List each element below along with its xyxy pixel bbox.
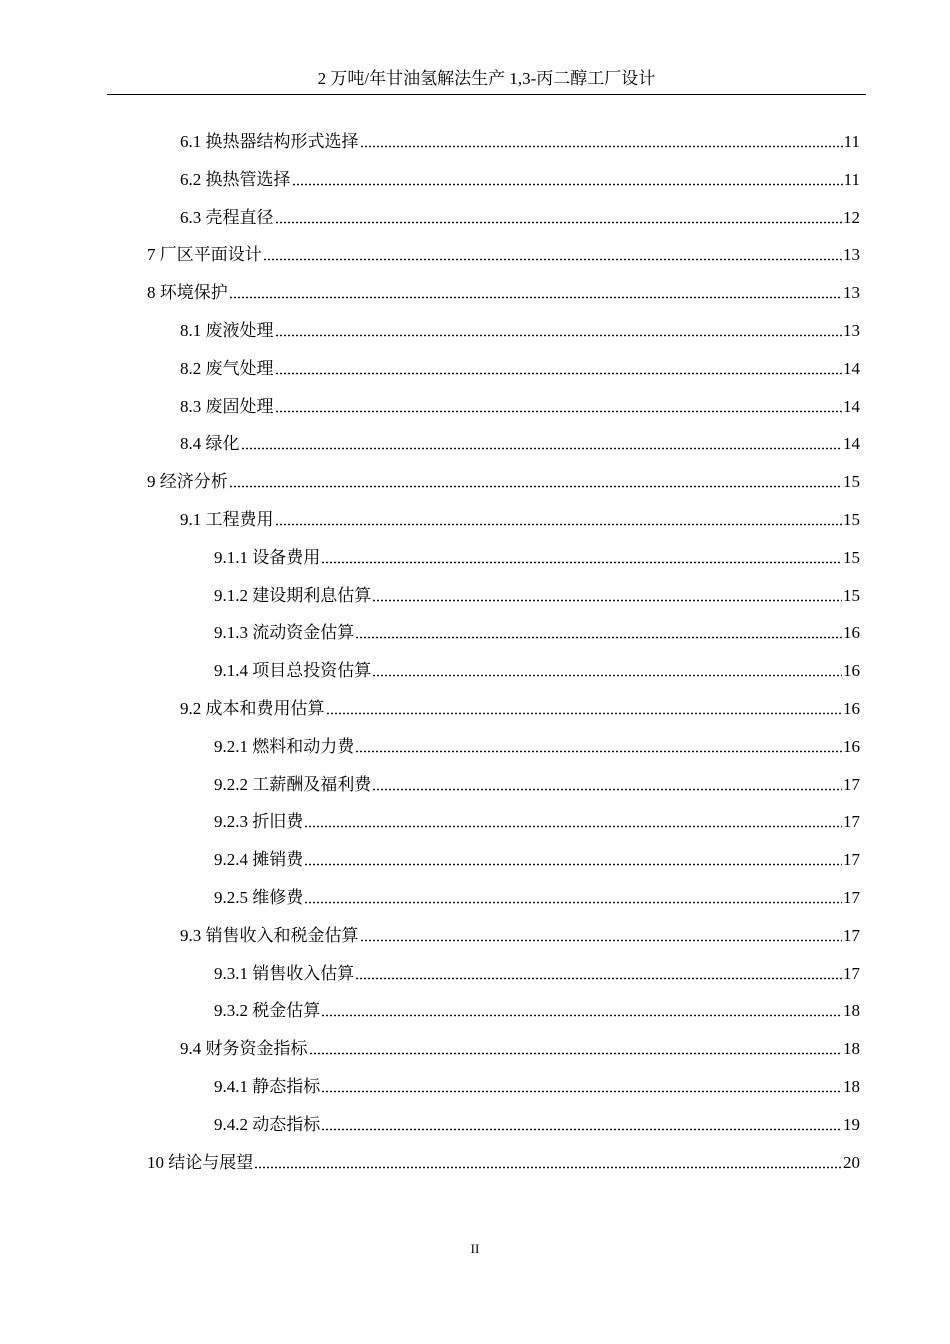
dot-leader (254, 1166, 842, 1169)
dot-leader (304, 863, 842, 866)
toc-entry-page: 17 (843, 925, 860, 945)
dot-leader (229, 296, 842, 299)
header-rule (107, 94, 866, 95)
toc-entry[interactable] (180, 130, 860, 154)
toc-entry[interactable] (180, 924, 860, 948)
toc-entry-label: 9.4.2 动态指标 (214, 1114, 321, 1134)
toc-entry[interactable] (147, 1151, 860, 1175)
toc-entry-label: 8.2 废气处理 (180, 358, 274, 378)
toc-entry-page: 15 (843, 472, 860, 492)
toc-entry-page: 13 (843, 321, 860, 340)
toc-entry-page: 17 (843, 888, 860, 907)
toc-entry-page: 18 (843, 1077, 860, 1096)
dot-leader (275, 523, 843, 526)
toc-entry-page: 20 (843, 1152, 860, 1172)
toc-entry[interactable] (180, 697, 860, 721)
dot-leader (304, 825, 842, 828)
toc-entry[interactable] (180, 395, 860, 419)
toc-entry[interactable] (214, 886, 860, 910)
toc-entry[interactable] (180, 357, 860, 381)
toc-entry[interactable] (214, 1075, 860, 1099)
dot-leader (275, 221, 843, 224)
toc-entry-page: 17 (843, 812, 860, 832)
toc-entry-label: 9.2.2 工薪酬及福利费 (214, 774, 372, 794)
page-header-title: 2 万吨/年甘油氢解法生产 1,3-丙二醇工厂设计 (317, 69, 656, 88)
toc-entry-page: 16 (843, 736, 860, 756)
toc-entry[interactable] (214, 735, 860, 759)
toc-entry-page: 15 (843, 547, 860, 567)
toc-entry-page: 11 (843, 132, 860, 151)
toc-entry-label: 9.3 销售收入和税金估算 (180, 925, 359, 945)
toc-entry-page: 14 (843, 396, 860, 416)
toc-entry[interactable] (180, 1037, 860, 1061)
toc-entry-label: 7 厂区平面设计 (147, 245, 262, 265)
toc-entry[interactable] (147, 281, 860, 305)
toc-entry[interactable] (214, 584, 860, 608)
dot-leader (275, 334, 843, 337)
dot-leader (292, 183, 843, 186)
toc-entry-label: 9.2.3 折旧费 (214, 812, 304, 832)
toc-entry-page: 11 (843, 169, 860, 189)
toc-entry-label: 8.1 废液处理 (180, 321, 274, 340)
toc-entry-page: 16 (843, 661, 860, 681)
toc-entry-label: 9.2.1 燃料和动力费 (214, 736, 355, 756)
toc-entry[interactable] (214, 659, 860, 683)
toc-entry-page: 17 (843, 774, 860, 794)
toc-entry-page: 19 (843, 1114, 860, 1134)
dot-leader (321, 1128, 842, 1131)
toc-entry[interactable] (147, 470, 860, 494)
dot-leader (321, 1014, 842, 1017)
toc-entry-label: 9.1.1 设备费用 (214, 547, 321, 567)
toc-entry[interactable] (214, 962, 860, 986)
toc-entry-label: 9.2 成本和费用估算 (180, 699, 325, 718)
toc-entry-page: 12 (843, 207, 860, 227)
dot-leader (372, 788, 842, 791)
dot-leader (372, 599, 842, 602)
dot-leader (275, 410, 843, 413)
toc-entry[interactable] (214, 546, 860, 570)
toc-entry-label: 9.2.4 摊销费 (214, 850, 304, 870)
dot-leader (304, 901, 842, 904)
toc-entry[interactable] (180, 168, 860, 192)
toc-entry-page: 18 (843, 1001, 860, 1021)
dot-leader (309, 1052, 843, 1055)
toc-entry-page: 16 (843, 623, 860, 643)
toc-entry[interactable] (180, 206, 860, 230)
toc-entry[interactable] (180, 508, 860, 532)
dot-leader (372, 674, 842, 677)
dot-leader (360, 145, 843, 148)
dot-leader (360, 939, 843, 942)
dot-leader (229, 485, 842, 488)
dot-leader (355, 977, 842, 980)
toc-entry-page: 17 (843, 850, 860, 870)
toc-entry[interactable] (214, 1113, 860, 1137)
toc-entry-label: 8 环境保护 (147, 283, 228, 303)
toc-entry-label: 8.4 绿化 (180, 434, 240, 454)
toc-entry-page: 18 (843, 1039, 860, 1059)
page-number: II (470, 1241, 480, 1256)
toc-entry-label: 8.3 废固处理 (180, 396, 274, 416)
toc-entry[interactable] (214, 999, 860, 1023)
toc-entry[interactable] (214, 848, 860, 872)
toc-entry[interactable] (147, 243, 860, 267)
dot-leader (275, 372, 843, 375)
toc-entry[interactable] (214, 621, 860, 645)
toc-entry-label: 9.1.3 流动资金估算 (214, 623, 355, 643)
toc-entry[interactable] (214, 773, 860, 797)
toc-entry-page: 15 (843, 585, 860, 605)
dot-leader (355, 750, 842, 753)
toc-entry-label: 6.2 换热管选择 (180, 169, 291, 189)
toc-entry-label: 9.4.1 静态指标 (214, 1077, 321, 1096)
toc-entry-label: 9.3.1 销售收入估算 (214, 963, 355, 983)
toc-entry-label: 9.3.2 税金估算 (214, 1001, 321, 1021)
toc-entry-page: 16 (843, 699, 860, 718)
toc-entry-page: 13 (843, 283, 860, 303)
dot-leader (321, 1090, 842, 1093)
toc-entry-page: 14 (843, 434, 860, 454)
dot-leader (321, 561, 842, 564)
toc-entry-label: 10 结论与展望 (147, 1152, 254, 1172)
toc-entry-label: 9 经济分析 (147, 472, 228, 492)
dot-leader (263, 258, 842, 261)
toc-entry-page: 15 (843, 510, 860, 529)
toc-entry-label: 9.2.5 维修费 (214, 888, 304, 907)
toc-entry-label: 6.1 换热器结构形式选择 (180, 132, 359, 151)
toc-entry-label: 9.1 工程费用 (180, 510, 274, 529)
dot-leader (241, 447, 843, 450)
toc-entry[interactable] (180, 319, 860, 343)
toc-entry-label: 9.1.2 建设期利息估算 (214, 585, 372, 605)
toc-entry-label: 9.1.4 项目总投资估算 (214, 661, 372, 681)
toc-entry[interactable] (214, 810, 860, 834)
toc-entry-label: 6.3 壳程直径 (180, 207, 274, 227)
dot-leader (326, 712, 843, 715)
toc-entry-page: 17 (843, 963, 860, 983)
toc-entry-page: 13 (843, 245, 860, 265)
dot-leader (355, 636, 842, 639)
toc-entry[interactable] (180, 432, 860, 456)
toc-entry-label: 9.4 财务资金指标 (180, 1039, 308, 1059)
toc-entry-page: 14 (843, 358, 860, 378)
